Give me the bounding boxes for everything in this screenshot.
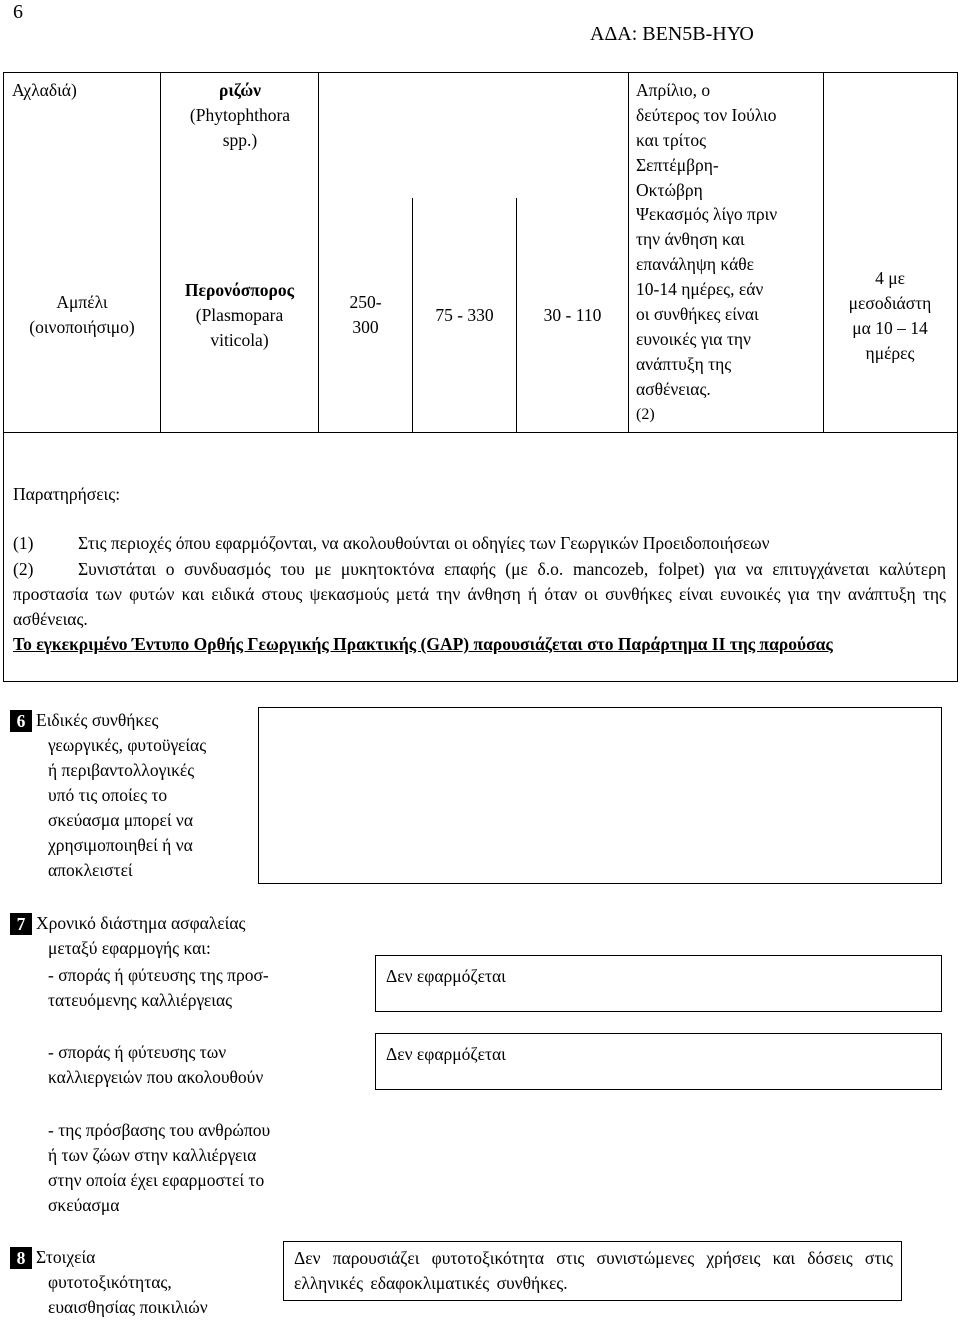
gap-statement: Το εγκεκριμένο Έντυπο Ορθής Γεωργικής Πρακτικής (GAP) παρουσιάζεται στο Παράρτημα ΙΙ της παρούσας <box>13 634 833 654</box>
item-line: καλλιεργειών που ακολουθούν <box>48 1067 264 1087</box>
section-6-line: σκεύασμα μπορεί να <box>48 810 194 830</box>
item-line: - σποράς ή φύτευσης των <box>48 1042 227 1062</box>
timing-line: δεύτερος τον Ιούλιο <box>636 105 777 125</box>
crop-line: (οινοποιήσιμο) <box>29 317 135 337</box>
page-number: 6 <box>13 1 23 23</box>
item-line: ή των ζώων στην καλλιέργεια <box>48 1145 257 1165</box>
section-8-line: ευαισθησίας ποικιλιών <box>48 1297 208 1317</box>
row1-disease-line: ριζών <box>218 80 262 100</box>
section-6-line: Ειδικές συνθήκες <box>36 710 159 730</box>
section-6-label <box>10 708 260 883</box>
section-6-line: ή περιβαντολλογικές <box>48 760 195 780</box>
item-line: σκεύασμα <box>48 1195 120 1215</box>
timing-line: ευνοικές για την <box>636 329 751 349</box>
section-6-line: γεωργικές, φυτοϋγείας <box>48 735 207 755</box>
section-6-line: υπό τις οποίες το <box>48 785 168 805</box>
section-7-item-1-value-box <box>375 955 942 1012</box>
item-line: στην οποία έχει εφαρμοστεί το <box>48 1170 265 1190</box>
row2-crop <box>4 290 160 340</box>
row2-timing <box>636 202 822 427</box>
applications-line: 4 με <box>875 268 905 288</box>
applications-line: μεσοδιάστη <box>848 293 932 313</box>
timing-line: (2) <box>636 406 655 423</box>
note-text: Στις περιοχές όπου εφαρμόζονται, να ακολουθούνται οι οδηγίες των Γεωργικών Προειδοποιήσεων <box>78 533 770 553</box>
item-line: - σποράς ή φύτευσης της προσ- <box>48 965 269 985</box>
row1-disease <box>162 78 318 153</box>
row1-disease-line: spp.) <box>222 130 258 150</box>
timing-line: Ψεκασμός λίγο πριν <box>636 204 778 224</box>
timing-line: 10-14 ημέρες, εάν <box>636 279 764 299</box>
disease-line: viticola) <box>210 330 269 350</box>
section-7-line: Χρονικό διάστημα ασφαλείας <box>36 913 246 933</box>
timing-line: Οκτώβρη <box>636 180 703 200</box>
disease-line: Περονόσπορος <box>184 280 295 300</box>
section-8-line: φυτοτοξικότητας, <box>48 1272 172 1292</box>
timing-line: Απρίλιο, ο <box>636 80 711 100</box>
item-line: - της πρόσβασης του ανθρώπου <box>48 1120 271 1140</box>
applications-line: ημέρες <box>865 343 915 363</box>
timing-line: Σεπτέμβρη- <box>636 155 719 175</box>
section-6-line: χρησιμοποιηθεί ή να <box>48 835 193 855</box>
section-number-8: 8 <box>10 1247 32 1269</box>
section-7-item-3 <box>48 1118 348 1218</box>
section-8-value: Δεν παρουσιάζει φυτοτοξικότητα στις συνιστώμενες χρήσεις και δόσεις στις ελληνικές εδαφοκλιματικές συνθήκες. <box>294 1248 893 1293</box>
dose-line: 250- <box>349 292 382 312</box>
timing-line: ανάπτυξη της <box>636 354 732 374</box>
timing-line: και τρίτος <box>636 130 707 150</box>
note-2-text: Συνιστάται ο συνδυασμός του με μυκητοκτόνα επαφής (με δ.ο. mancozeb, folpet) για να επιτυγχάνεται καλύτερη προστασία των φυτών και ειδικά στους ψεκασμούς μετά την άνθηση ή όταν οι συνθήκες είναι ευνοικές για την ανάπτυξη της ασθένειας. <box>13 559 946 629</box>
row2-disease <box>161 278 318 353</box>
row2-dose1 <box>319 290 412 340</box>
section-7-item-2-value: Δεν εφαρμόζεται <box>386 1044 506 1064</box>
section-8-line: Στοιχεία <box>36 1247 96 1267</box>
applications-line: μα 10 – 14 <box>852 318 928 338</box>
disease-line: (Plasmopara <box>195 305 284 325</box>
ada-code: ΑΔΑ: ΒΕΝ5Β-ΗΥΟ <box>590 23 754 45</box>
row2-applications <box>824 266 956 366</box>
section-number-6: 6 <box>10 710 32 732</box>
section-7-item-1-value: Δεν εφαρμόζεται <box>386 966 506 986</box>
row2-dose2: 75 - 330 <box>435 305 494 325</box>
note-1 <box>13 531 946 556</box>
section-7-label <box>10 911 340 961</box>
section-8-label <box>10 1245 270 1320</box>
section-number-7: 7 <box>10 913 32 935</box>
dose-line: 300 <box>352 317 379 337</box>
note-2-number: (2) <box>13 559 34 579</box>
item-line: τατευόμενης καλλιέργειας <box>48 990 233 1010</box>
remarks-title: Παρατηρήσεις: <box>13 484 121 504</box>
section-6-line: αποκλειστεί <box>48 860 133 880</box>
section-7-line: μεταξύ εφαρμογής και: <box>48 938 211 958</box>
row1-crop: Αχλαδιά) <box>12 80 77 100</box>
section-7-item-2 <box>48 1040 338 1090</box>
section-7-item-1 <box>48 963 338 1013</box>
timing-line: επανάληψη κάθε <box>636 254 754 274</box>
row1-timing <box>636 78 822 203</box>
section-7-item-2-value-box <box>375 1033 942 1090</box>
timing-line: οι συνθήκες είναι <box>636 304 759 324</box>
section-6-value-box <box>258 707 942 884</box>
timing-line: ασθένειας. <box>636 379 711 399</box>
row2-dose3: 30 - 110 <box>543 305 602 325</box>
crop-line: Αμπέλι <box>56 292 108 312</box>
row1-disease-line: (Phytophthora <box>189 105 291 125</box>
section-8-value-box <box>283 1241 902 1301</box>
timing-line: την άνθηση και <box>636 229 745 249</box>
note-number: (1) <box>13 533 34 553</box>
